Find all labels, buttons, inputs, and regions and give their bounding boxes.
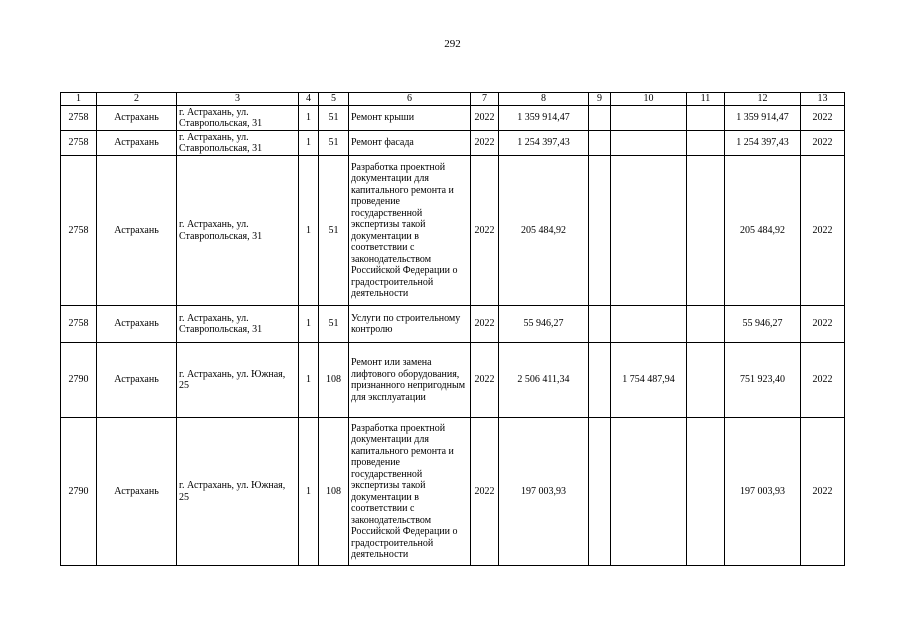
cell-address: г. Астрахань, ул. Южная, 25 bbox=[177, 343, 299, 418]
cell-col11 bbox=[687, 131, 725, 156]
cell-col9 bbox=[589, 156, 611, 306]
cell-col11 bbox=[687, 418, 725, 566]
cell-total: 1 359 914,47 bbox=[499, 106, 589, 131]
cell-col13: 2022 bbox=[801, 306, 845, 343]
table-row bbox=[61, 156, 845, 306]
cell-year: 2022 bbox=[471, 418, 499, 566]
cell-col5: 108 bbox=[319, 343, 349, 418]
cell-year: 2022 bbox=[471, 156, 499, 306]
cell-total: 55 946,27 bbox=[499, 306, 589, 343]
cell-city: Астрахань bbox=[97, 156, 177, 306]
cell-col13: 2022 bbox=[801, 131, 845, 156]
column-header: 3 bbox=[177, 93, 299, 106]
cell-city: Астрахань bbox=[97, 306, 177, 343]
column-header: 7 bbox=[471, 93, 499, 106]
column-header: 9 bbox=[589, 93, 611, 106]
column-header: 1 bbox=[61, 93, 97, 106]
table-row bbox=[61, 306, 845, 343]
cell-address: г. Астрахань, ул. Ставропольская, 31 bbox=[177, 106, 299, 131]
cell-col9 bbox=[589, 343, 611, 418]
column-header: 2 bbox=[97, 93, 177, 106]
cell-col9 bbox=[589, 418, 611, 566]
column-header: 10 bbox=[611, 93, 687, 106]
table-row bbox=[61, 343, 845, 418]
cell-col12: 205 484,92 bbox=[725, 156, 801, 306]
cell-year: 2022 bbox=[471, 131, 499, 156]
cell-col5: 51 bbox=[319, 156, 349, 306]
cell-col9 bbox=[589, 106, 611, 131]
cell-col11 bbox=[687, 106, 725, 131]
cell-col13: 2022 bbox=[801, 343, 845, 418]
cell-work: Разработка проектной документации для капитального ремонта и проведение государственной экспертизы такой документации в соответствии с законодательством Российской Федерации о градостроительной деятельности bbox=[349, 418, 471, 566]
cell-col4: 1 bbox=[299, 106, 319, 131]
cell-address: г. Астрахань, ул. Южная, 25 bbox=[177, 418, 299, 566]
cell-col4: 1 bbox=[299, 156, 319, 306]
cell-col4: 1 bbox=[299, 306, 319, 343]
page-number: 292 bbox=[444, 38, 461, 50]
column-header: 4 bbox=[299, 93, 319, 106]
cell-col12: 197 003,93 bbox=[725, 418, 801, 566]
column-header: 5 bbox=[319, 93, 349, 106]
cell-col10: 1 754 487,94 bbox=[611, 343, 687, 418]
cell-col13: 2022 bbox=[801, 106, 845, 131]
column-header: 12 bbox=[725, 93, 801, 106]
cell-city: Астрахань bbox=[97, 131, 177, 156]
cell-city: Астрахань bbox=[97, 343, 177, 418]
cell-col5: 51 bbox=[319, 106, 349, 131]
cell-work: Услуги по строительному контролю bbox=[349, 306, 471, 343]
cell-year: 2022 bbox=[471, 306, 499, 343]
cell-year: 2022 bbox=[471, 106, 499, 131]
column-header: 6 bbox=[349, 93, 471, 106]
cell-work: Ремонт фасада bbox=[349, 131, 471, 156]
cell-col11 bbox=[687, 343, 725, 418]
cell-id: 2758 bbox=[61, 131, 97, 156]
cell-col4: 1 bbox=[299, 343, 319, 418]
cell-total: 197 003,93 bbox=[499, 418, 589, 566]
column-header: 8 bbox=[499, 93, 589, 106]
cell-work: Ремонт крыши bbox=[349, 106, 471, 131]
cell-total: 1 254 397,43 bbox=[499, 131, 589, 156]
cell-col11 bbox=[687, 306, 725, 343]
cell-col9 bbox=[589, 131, 611, 156]
cell-id: 2758 bbox=[61, 306, 97, 343]
cell-col4: 1 bbox=[299, 131, 319, 156]
cell-col12: 55 946,27 bbox=[725, 306, 801, 343]
cell-total: 2 506 411,34 bbox=[499, 343, 589, 418]
cell-col10 bbox=[611, 106, 687, 131]
cell-col12: 1 359 914,47 bbox=[725, 106, 801, 131]
cell-col4: 1 bbox=[299, 418, 319, 566]
cell-col12: 1 254 397,43 bbox=[725, 131, 801, 156]
column-header: 13 bbox=[801, 93, 845, 106]
cell-work: Разработка проектной документации для капитального ремонта и проведение государственной экспертизы такой документации в соответствии с законодательством Российской Федерации о градостроительной деятельности bbox=[349, 156, 471, 306]
cell-col13: 2022 bbox=[801, 418, 845, 566]
cell-id: 2790 bbox=[61, 418, 97, 566]
cell-col10 bbox=[611, 131, 687, 156]
cell-year: 2022 bbox=[471, 343, 499, 418]
cell-work: Ремонт или замена лифтового оборудования, признанного непригодным для эксплуатации bbox=[349, 343, 471, 418]
cell-col5: 51 bbox=[319, 306, 349, 343]
column-header: 11 bbox=[687, 93, 725, 106]
cell-id: 2790 bbox=[61, 343, 97, 418]
cell-city: Астрахань bbox=[97, 418, 177, 566]
cell-col13: 2022 bbox=[801, 156, 845, 306]
cell-col10 bbox=[611, 156, 687, 306]
cell-id: 2758 bbox=[61, 106, 97, 131]
table-row bbox=[61, 131, 845, 156]
table-header-row bbox=[61, 93, 845, 106]
cell-city: Астрахань bbox=[97, 106, 177, 131]
cell-col10 bbox=[611, 306, 687, 343]
registry-table bbox=[60, 92, 845, 566]
cell-col10 bbox=[611, 418, 687, 566]
cell-col12: 751 923,40 bbox=[725, 343, 801, 418]
table-row bbox=[61, 418, 845, 566]
cell-col9 bbox=[589, 306, 611, 343]
table-row bbox=[61, 106, 845, 131]
cell-address: г. Астрахань, ул. Ставропольская, 31 bbox=[177, 156, 299, 306]
cell-address: г. Астрахань, ул. Ставропольская, 31 bbox=[177, 306, 299, 343]
cell-col5: 51 bbox=[319, 131, 349, 156]
cell-address: г. Астрахань, ул. Ставропольская, 31 bbox=[177, 131, 299, 156]
cell-total: 205 484,92 bbox=[499, 156, 589, 306]
cell-id: 2758 bbox=[61, 156, 97, 306]
cell-col5: 108 bbox=[319, 418, 349, 566]
cell-col11 bbox=[687, 156, 725, 306]
